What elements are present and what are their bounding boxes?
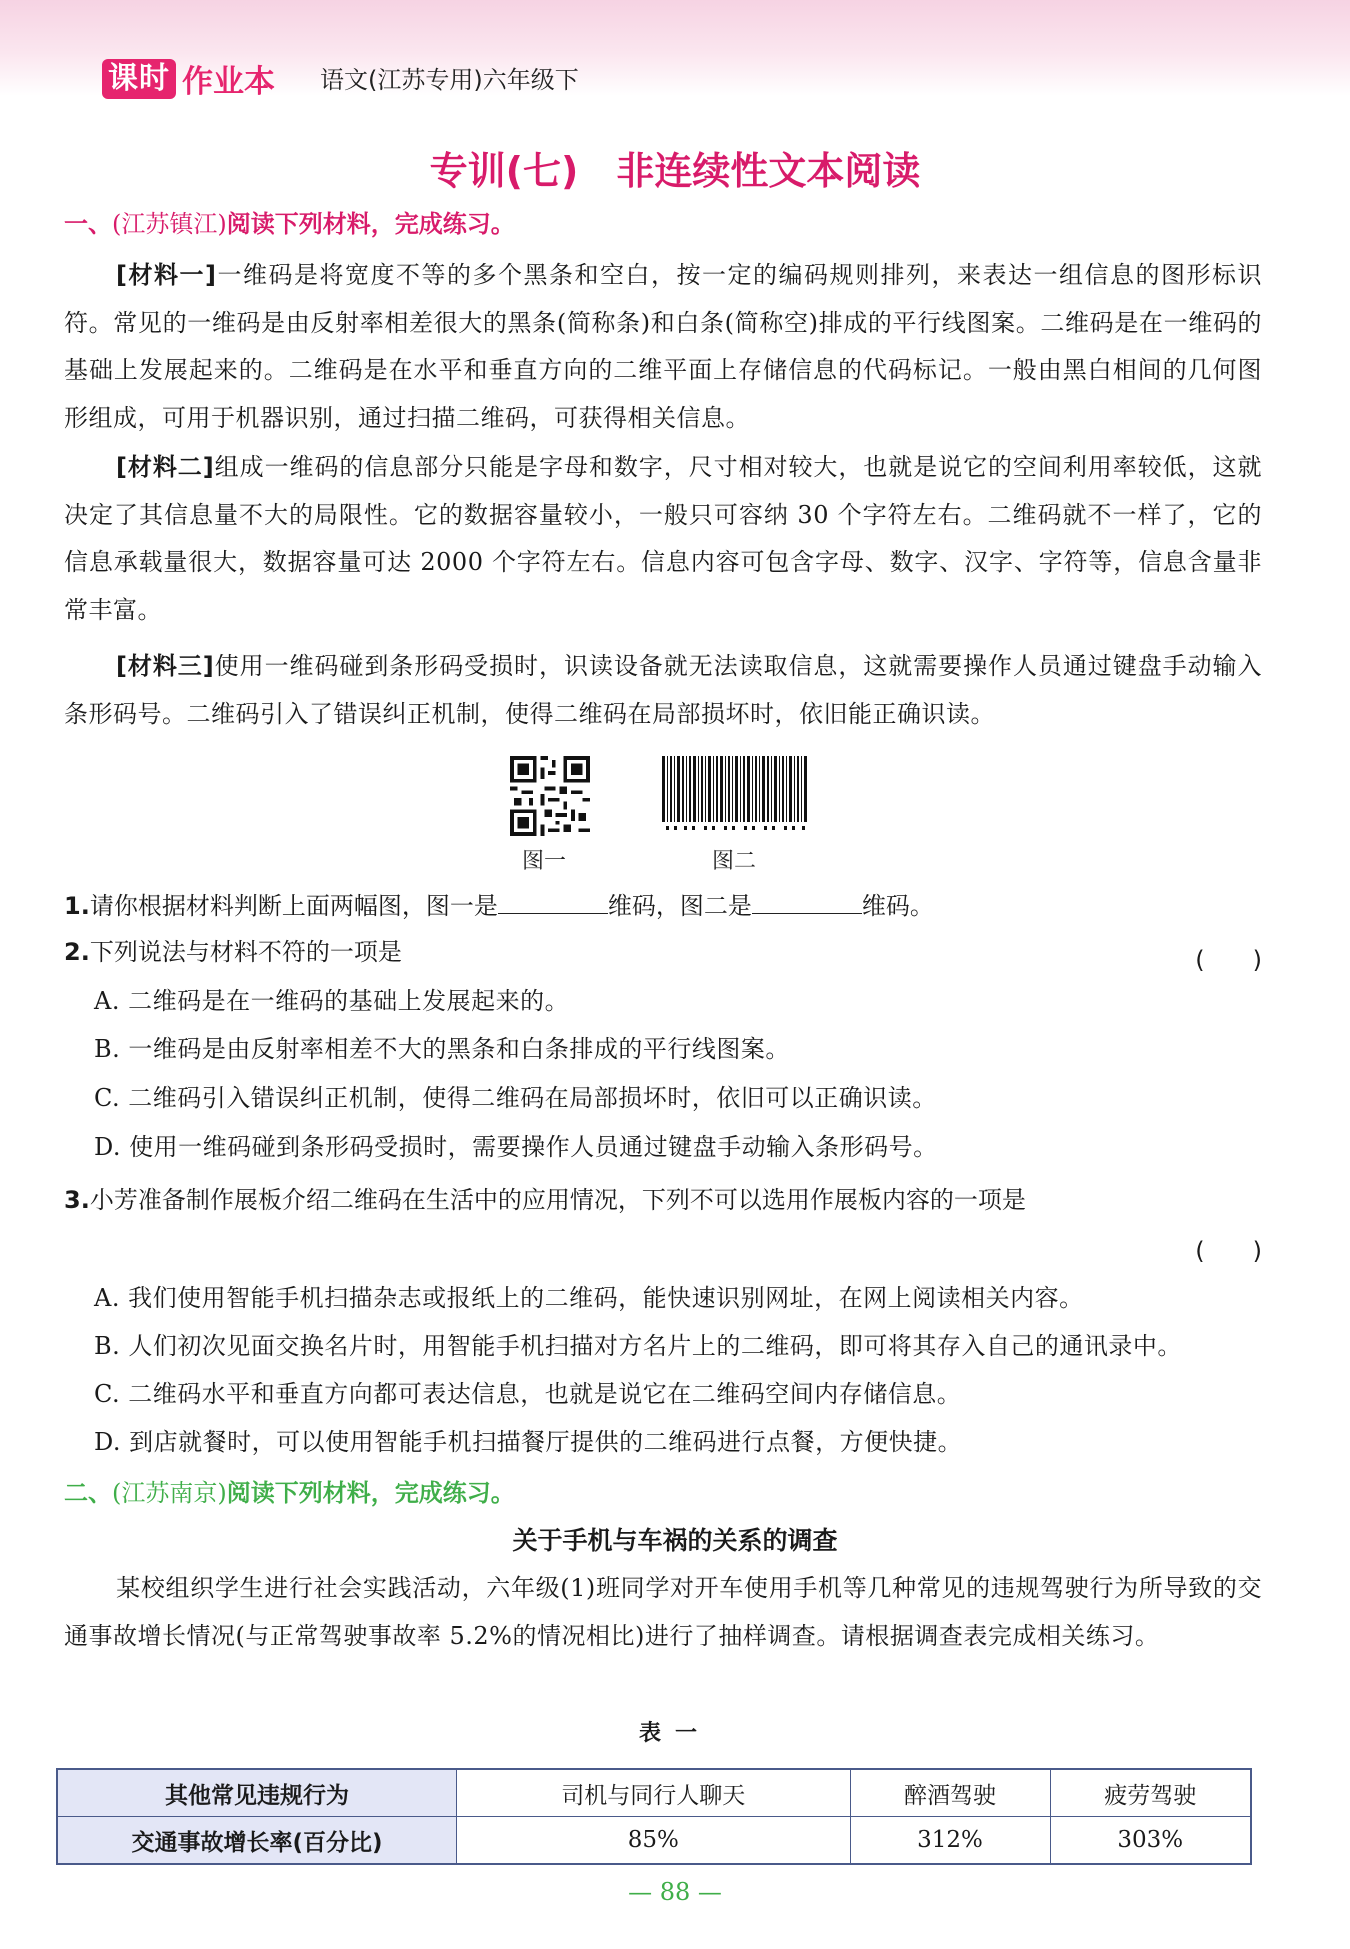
question-1 — [64, 887, 1264, 924]
survey-intro — [64, 1565, 1262, 1660]
question-2-option-c: C. 二维码引入错误纠正机制，使得二维码在局部损坏时，依旧可以正确识读。 — [94, 1084, 937, 1112]
material-1 — [64, 252, 1262, 442]
section-1-instruction: 阅读下列材料，完成练习。 — [226, 210, 515, 238]
section-2-heading — [64, 1473, 515, 1508]
page-title: 专训(七) 非连续性文本阅读 — [429, 149, 921, 193]
qr-code-image — [510, 756, 590, 836]
barcode-image — [660, 756, 810, 836]
question-2-option-d: D. 使用一维码碰到条形码受损时，需要操作人员通过键盘手动输入条形码号。 — [94, 1133, 938, 1161]
material-3-tag: [材料三] — [116, 652, 215, 680]
question-2-answer-paren[interactable]: ( ) — [1195, 946, 1262, 974]
logo-text: 作业本 — [182, 64, 275, 100]
material-3 — [64, 643, 1262, 738]
question-2-number: 2. — [64, 938, 90, 966]
question-3-answer-paren[interactable]: ( ) — [1195, 1237, 1262, 1265]
section-2-source: (江苏南京) — [112, 1479, 227, 1507]
value-fatigue-driving: 303% — [1050, 1817, 1251, 1865]
column-header-fatigue-driving: 疲劳驾驶 — [1050, 1769, 1251, 1817]
column-header-drunk-driving: 醉酒驾驶 — [850, 1769, 1050, 1817]
section-1-number: 一、 — [64, 210, 112, 238]
answer-blank-1[interactable] — [498, 887, 608, 914]
figures — [500, 752, 840, 882]
figure-2-label: 图二 — [712, 849, 757, 874]
question-2-text: 下列说法与材料不符的一项是 — [89, 938, 402, 966]
question-3-option-b: B. 人们初次见面交换名片时，用智能手机扫描对方名片上的二维码，即可将其存入自己的通讯录中。 — [94, 1332, 1182, 1360]
question-3-option-c: C. 二维码水平和垂直方向都可表达信息，也就是说它在二维码空间内存储信息。 — [94, 1380, 962, 1408]
table-title: 表一 — [638, 1721, 711, 1746]
question-3-text: 小芳准备制作展板介绍二维码在生活中的应用情况，下列不可以选用作展板内容的一项是 — [89, 1186, 1026, 1214]
question-3-number: 3. — [64, 1186, 90, 1214]
page-number: — 88 — — [628, 1878, 722, 1906]
survey-table — [56, 1768, 1252, 1865]
table-row — [57, 1769, 1251, 1817]
survey-title: 关于手机与车祸的关系的调查 — [512, 1526, 838, 1555]
question-3 — [64, 1182, 1264, 1218]
section-2-number: 二、 — [64, 1479, 112, 1507]
logo-badge: 课时 — [102, 59, 176, 99]
material-2 — [64, 444, 1262, 634]
material-1-text: 一维码是将宽度不等的多个黑条和空白，按一定的编码规则排列，来表达一组信息的图形标识符。常见的一维码是由反射率相差很大的黑条(简称条)和白条(简称空)排成的平行线图案。二维码是在一维码的基础上发展起来的。二维码是在水平和垂直方向的二维平面上存储信息的代码标记。一般由黑白相间的几何图形组成，可用于机器识别，通过扫描二维码，可获得相关信息。 — [64, 261, 1263, 432]
question-3-option-d: D. 到店就餐时，可以使用智能手机扫描餐厅提供的二维码进行点餐，方便快捷。 — [94, 1428, 963, 1456]
question-1-part3: 维码。 — [861, 892, 934, 920]
publisher-logo — [102, 56, 275, 101]
value-drunk-driving: 312% — [850, 1817, 1050, 1865]
section-1-source: (江苏镇江) — [112, 210, 227, 238]
question-1-part2: 维码，图二是 — [607, 892, 752, 920]
row-header-growth-rate: 交通事故增长率(百分比) — [57, 1817, 457, 1865]
question-3-option-a: A. 我们使用智能手机扫描杂志或报纸上的二维码，能快速识别网址，在网上阅读相关内容。 — [94, 1284, 1084, 1312]
question-2-option-b: B. 一维码是由反射率相差不大的黑条和白条排成的平行线图案。 — [94, 1035, 790, 1063]
material-2-tag: [材料二] — [116, 453, 215, 481]
survey-intro-text: 某校组织学生进行社会实践活动，六年级(1)班同学对开车使用手机等几种常见的违规驾驶行为所导致的交通事故增长情况(与正常驾驶事故率 5.2%的情况相比)进行了抽样调查。请根据调查表完成相关练习。 — [64, 1574, 1262, 1650]
material-2-text: 组成一维码的信息部分只能是字母和数字，尺寸相对较大，也就是说它的空间利用率较低，这就决定了其信息量不大的局限性。它的数据容量较小，一般只可容纳 30 个字符左右。二维码就不一样了，它的信息承载量很大，数据容量可达 2000 个字符左右。信息内容可包含字母、数字、汉字、字符等，信息含量非常丰富。 — [64, 453, 1263, 624]
value-chatting: 85% — [457, 1817, 851, 1865]
row-header-behavior: 其他常见违规行为 — [57, 1769, 457, 1817]
book-title: 语文(江苏专用)六年级下 — [320, 66, 579, 94]
material-3-text: 使用一维码碰到条形码受损时，识读设备就无法读取信息，这就需要操作人员通过键盘手动输入条形码号。二维码引入了错误纠正机制，使得二维码在局部损坏时，依旧能正确识读。 — [64, 652, 1263, 728]
table-row — [57, 1817, 1251, 1865]
answer-blank-2[interactable] — [752, 887, 862, 914]
question-1-number: 1. — [64, 892, 90, 920]
section-1-heading — [64, 204, 515, 239]
question-2-option-a: A. 二维码是在一维码的基础上发展起来的。 — [94, 987, 570, 1015]
question-2 — [64, 934, 1264, 970]
column-header-chatting: 司机与同行人聊天 — [457, 1769, 851, 1817]
section-2-instruction: 阅读下列材料，完成练习。 — [226, 1479, 515, 1507]
figure-1-label: 图一 — [522, 849, 567, 874]
material-1-tag: [材料一] — [116, 261, 217, 289]
question-1-part1: 请你根据材料判断上面两幅图，图一是 — [89, 892, 498, 920]
